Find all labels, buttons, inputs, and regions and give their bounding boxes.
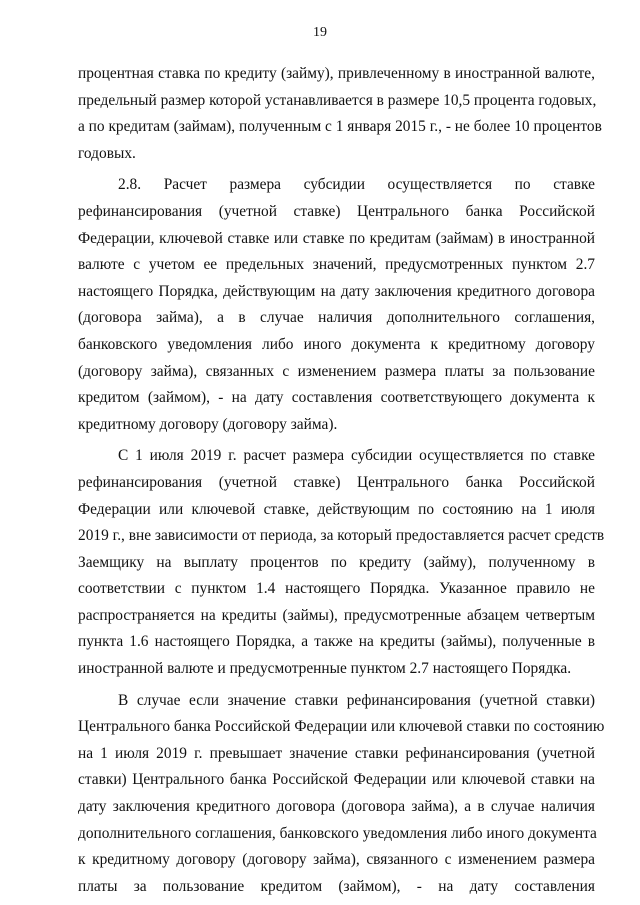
text-line: (договору займа), связанных с изменением размера платы за пользование bbox=[78, 362, 595, 380]
text-line: дополнительного соглашения, банковского уведомления либо иного документа bbox=[78, 824, 597, 842]
text-line: (договора займа), а в случае наличия дополнительного соглашения, bbox=[78, 309, 595, 327]
text-line: к кредитному договору (договору займа), связанного с изменением размера bbox=[78, 851, 595, 869]
text-line: процентная ставка по кредиту (займу), привлеченному в иностранной валюте, bbox=[78, 65, 595, 82]
paragraph bbox=[78, 443, 605, 682]
text-line: распространяется на кредиты (займы), предусмотренные абзацем четвертым bbox=[78, 606, 595, 624]
text-line: предельный размер которой устанавливается в размере 10,5 процента годовых, bbox=[78, 91, 597, 109]
text-line: на 1 июля 2019 г. превышает значение ставки рефинансирования (учетной bbox=[78, 744, 595, 762]
document-body bbox=[78, 61, 605, 900]
text-line: соответствии с пунктом 1.4 настоящего Порядка. Указанное правило не bbox=[78, 580, 595, 598]
text-line: С 1 июля 2019 г. расчет размера субсидии осуществляется по ставке bbox=[118, 447, 595, 465]
paragraph bbox=[78, 688, 605, 901]
text-line: Заемщику на выплату процентов по кредиту (займу), полученному в bbox=[78, 553, 595, 571]
text-line: рефинансирования (учетной ставке) Центрального банка Российской bbox=[78, 202, 595, 220]
text-line: рефинансирования (учетной ставке) Центрального банка Российской bbox=[78, 473, 595, 491]
text-line: Федерации или ключевой ставке, действующим по состоянию на 1 июля bbox=[78, 500, 595, 518]
text-line: Центрального банка Российской Федерации или ключевой ставки по состоянию bbox=[78, 718, 605, 736]
text-line: а по кредитам (займам), полученным с 1 января 2015 г., - не более 10 процентов bbox=[78, 118, 602, 136]
text-line: кредитом (займом), - на дату составления соответствующего документа к bbox=[78, 389, 595, 407]
text-line: настоящего Порядка, действующим на дату заключения кредитного договора bbox=[78, 282, 595, 300]
text-line: валюте с учетом ее предельных значений, предусмотренных пунктом 2.7 bbox=[78, 256, 595, 274]
text-line: банковского уведомления либо иного документа к кредитному договору bbox=[78, 335, 595, 353]
text-line: ставки) Центрального банка Российской Федерации или ключевой ставки на bbox=[78, 771, 595, 789]
text-line: Федерации, ключевой ставке или ставке по кредитам (займам) в иностранной bbox=[78, 229, 595, 247]
paragraph bbox=[78, 61, 602, 167]
text-line: дату заключения кредитного договора (договора займа), а в случае наличия bbox=[78, 798, 595, 816]
paragraph bbox=[78, 172, 595, 438]
page-number: 19 bbox=[313, 25, 327, 40]
text-line: 2019 г., вне зависимости от периода, за который предоставляется расчет средств bbox=[78, 527, 605, 545]
text-line: В случае если значение ставки рефинансирования (учетной ставки) bbox=[118, 691, 595, 709]
text-line: годовых. bbox=[78, 144, 136, 162]
text-line: пункта 1.6 настоящего Порядка, а также на кредиты (займы), полученные в bbox=[78, 633, 595, 651]
text-line: иностранной валюте и предусмотренные пунктом 2.7 настоящего Порядка. bbox=[78, 660, 572, 678]
text-line: платы за пользование кредитом (займом), - на дату составления bbox=[78, 877, 595, 895]
text-line: кредитному договору (договору займа). bbox=[78, 415, 338, 433]
text-line: 2.8. Расчет размера субсидии осуществляется по ставке bbox=[118, 176, 595, 194]
